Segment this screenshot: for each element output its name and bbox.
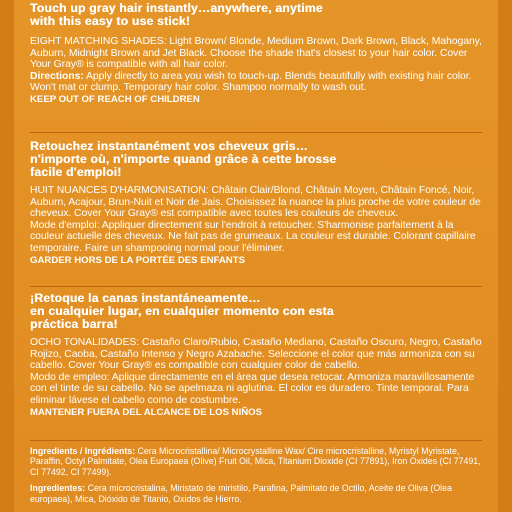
warning-fr: GARDER HORS DE LA PORTÉE DES ENFANTS (30, 254, 245, 266)
headline-es-line-3: práctica barra! (30, 317, 118, 331)
section-french (30, 140, 482, 266)
directions-fr: Mode d'emploi: Appliquer directement sur l'endroit à retoucher. S'harmonise parfaitement à la couleur actuelle des cheveux. Ne fait pas de grumeaux. La couleur est durable. Colorant capillaire temporaire. Faire un shampooing normal pour l'éliminer. (30, 219, 476, 254)
warning-en: KEEP OUT OF REACH OF CHILDREN (30, 93, 200, 105)
headline-en-line-2: with this easy to use stick! (30, 14, 191, 28)
headline-fr-line-1: Retouchez instantanément vos cheveux gris… (30, 139, 308, 153)
ingredients-en (30, 446, 482, 477)
divider-3 (30, 440, 482, 441)
divider-2 (30, 286, 482, 287)
directions-en (30, 71, 482, 94)
ingredients-es (30, 483, 482, 504)
directions-es: Modo de empleo: Aplique directamente en el área que desea retocar. Armoniza maravillosamente con el tinte de su cabello. No se apelmaza ni aglutina. El color es duradero. Tinte temporal. Para eliminar lávese el cabello como de costumbre. (30, 371, 475, 406)
ingredients-es-text: Cera microcristalina, Miristato de miristilo, Parafina, Palmitato de Octilo, Aceite de Oliva (Olea europaea), Mica, Dióxido de Titanio, Oxidos de Hierro. (30, 483, 452, 504)
shades-fr: HUIT NUANCES D'HARMONISATION: Châtain Clair/Blond, Châtain Moyen, Châtain Foncé, Noir, Auburn, Acajour, Brun-Nuit et Noir de Jais. Choisissez la nuance la plus proche de votre couleur de cheveux. Cover Your Gray® est compatible avec toutes les couleurs de cheveux. (30, 185, 481, 220)
ingredients-es-label: Ingredientes: (30, 483, 86, 494)
section-ingredients (30, 446, 482, 504)
shades-en: EIGHT MATCHING SHADES: Light Brown/ Blonde, Medium Brown, Dark Brown, Black, Mahogany, Auburn, Midnight Brown and Jet Black. Choose the shade that's closest to your hair color. Cover Your Gray® is compatible with all hair color. (30, 36, 482, 71)
headline-en-line-1: Touch up gray hair instantly…anywhere, anytime (30, 1, 323, 15)
divider-1 (30, 132, 482, 133)
headline-fr-line-2: n'importe où, n'importe quand grâce à cette brosse (30, 152, 337, 166)
directions-en-text: Apply directly to area you wish to touch-up. Blends beautifully with existing hair color. Won't mat or clump. Temporary hair color. Shampoo normally to wash out. (30, 70, 472, 94)
headline-es-line-2: en cualquier lugar, en cualquier momento con esta (30, 304, 334, 318)
headline-es-line-1: ¡Retoque la canas instantáneamente… (30, 291, 261, 305)
ingredients-en-label: Ingredients / Ingrédients: (30, 446, 136, 456)
section-english (30, 2, 482, 105)
section-spanish (30, 292, 482, 418)
directions-en-label: Directions: (30, 70, 84, 82)
headline-fr-line-3: facile d'emploi! (30, 165, 122, 179)
warning-es: MANTENER FUERA DEL ALCANCE DE LOS NIÑOS (30, 406, 263, 418)
shades-es: OCHO TONALIDADES: Castaño Claro/Rubio, Castaño Mediano, Castaño Oscuro, Negro, Castaño Rojizo, Caoba, Castaño Intenso y Negro Azabache. Seleccione el color que más armoniza con su cabello. Cover Your Gray® es compatible con cualquier color de cabello. (30, 337, 482, 372)
ingredients-en-text: Cera Microcristallina/ Microcrystalline Wax/ Cire microcristalline, Myristyl Myristate, Paraffin, Octyl Palmitate, Olea Europaea (Olive) Fruit Oil, Mica, Titanium Dioxide (CI 77891), Iron Oxides (CI 77491, CI 77492, CI 77499). (30, 446, 481, 477)
